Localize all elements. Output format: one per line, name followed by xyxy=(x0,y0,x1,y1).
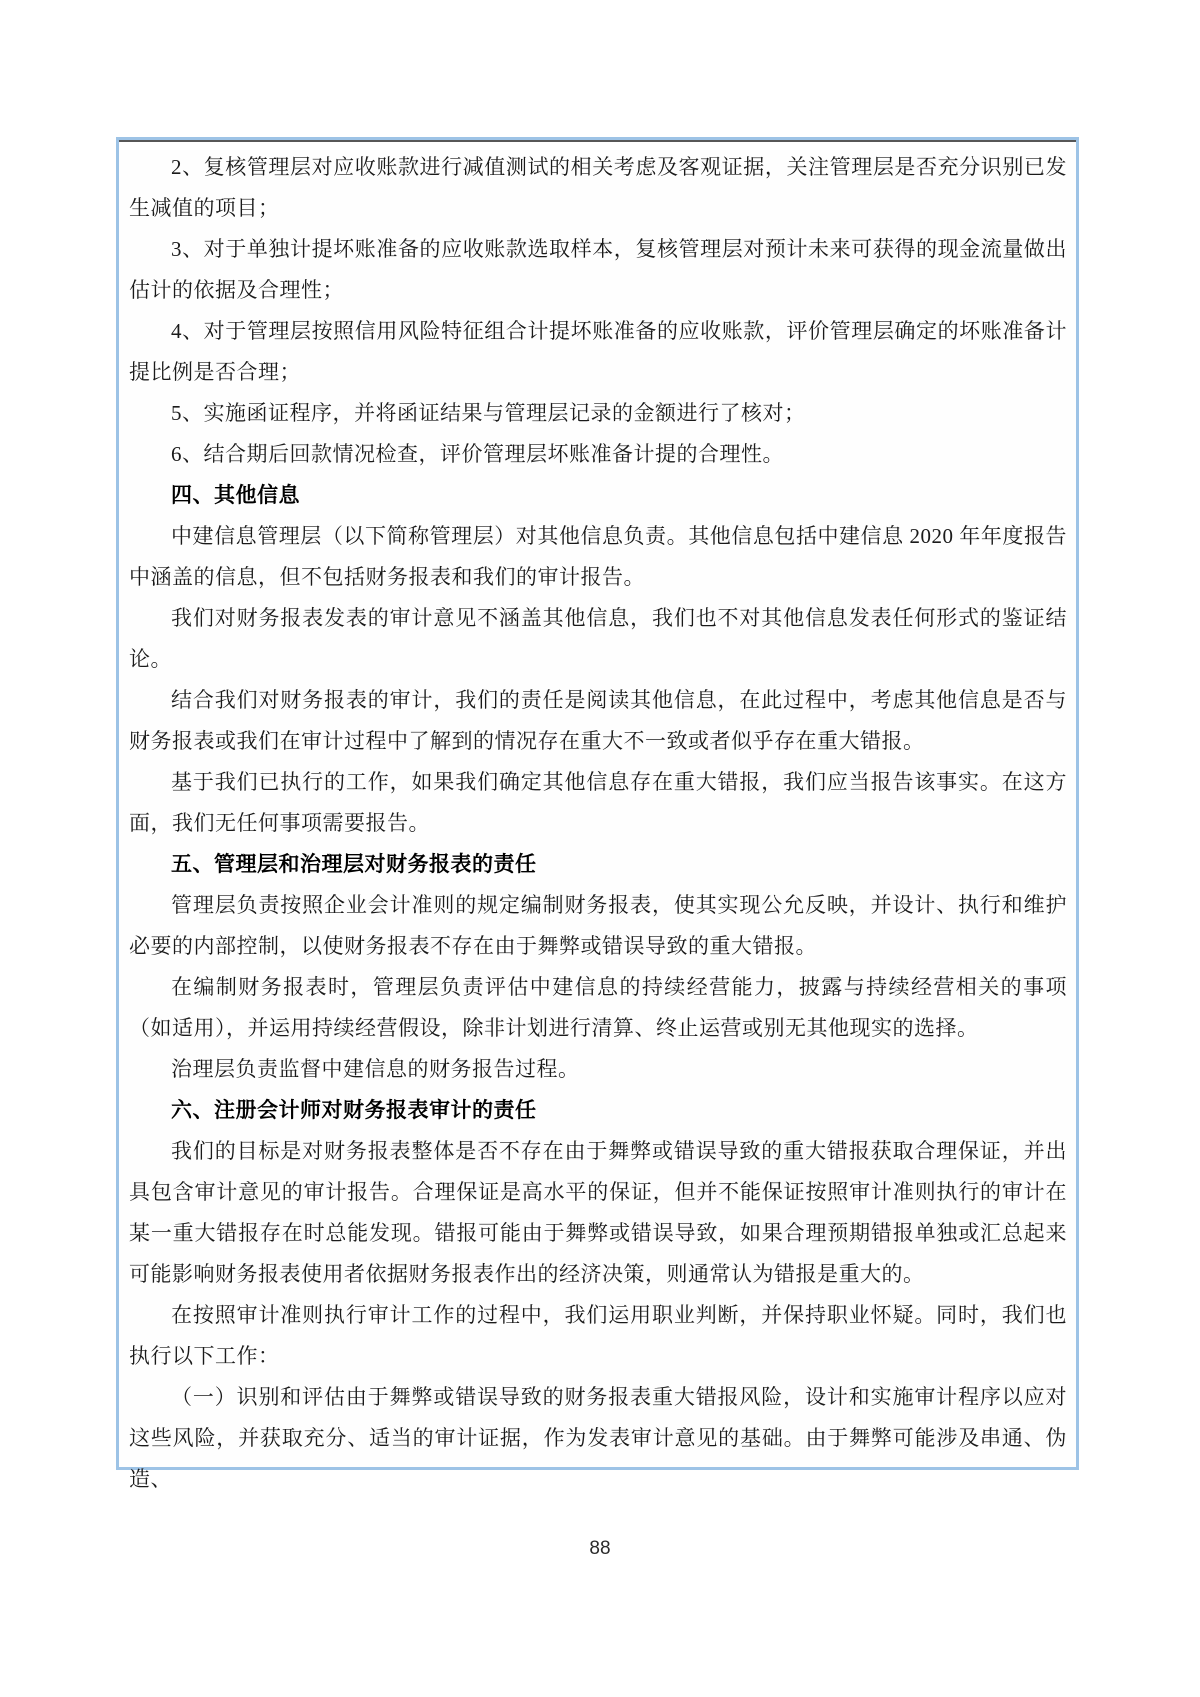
paragraph: （一）识别和评估由于舞弊或错误导致的财务报表重大错报风险，设计和实施审计程序以应对这些风险，并获取充分、适当的审计证据，作为发表审计意见的基础。由于舞弊可能涉及串通、伪造、 xyxy=(129,1385,1067,1491)
document-body xyxy=(129,147,1067,1500)
section-heading: 六、注册会计师对财务报表审计的责任 xyxy=(171,1098,537,1122)
paragraph: 4、对于管理层按照信用风险特征组合计提坏账准备的应收账款，评价管理层确定的坏账准备计提比例是否合理； xyxy=(129,319,1067,384)
section-heading: 四、其他信息 xyxy=(171,483,300,507)
paragraph: 在按照审计准则执行审计工作的过程中，我们运用职业判断，并保持职业怀疑。同时，我们也执行以下工作： xyxy=(129,1303,1067,1368)
paragraph: 3、对于单独计提坏账准备的应收账款选取样本，复核管理层对预计未来可获得的现金流量做出估计的依据及合理性； xyxy=(129,237,1067,302)
paragraph: 治理层负责监督中建信息的财务报告过程。 xyxy=(171,1057,580,1081)
paragraph: 中建信息管理层（以下简称管理层）对其他信息负责。其他信息包括中建信息 2020 年年度报告中涵盖的信息，但不包括财务报表和我们的审计报告。 xyxy=(129,524,1067,589)
paragraph: 5、实施函证程序，并将函证结果与管理层记录的金额进行了核对； xyxy=(171,401,806,425)
paragraph: 结合我们对财务报表的审计，我们的责任是阅读其他信息，在此过程中，考虑其他信息是否与财务报表或我们在审计过程中了解到的情况存在重大不一致或者似乎存在重大错报。 xyxy=(129,688,1067,753)
paragraph: 管理层负责按照企业会计准则的规定编制财务报表，使其实现公允反映，并设计、执行和维护必要的内部控制，以使财务报表不存在由于舞弊或错误导致的重大错报。 xyxy=(129,893,1067,958)
paragraph: 2、复核管理层对应收账款进行减值测试的相关考虑及客观证据，关注管理层是否充分识别已发生减值的项目； xyxy=(129,155,1067,220)
paragraph: 6、结合期后回款情况检查，评价管理层坏账准备计提的合理性。 xyxy=(171,442,784,466)
page-number: 88 xyxy=(589,1538,611,1559)
paragraph: 我们对财务报表发表的审计意见不涵盖其他信息，我们也不对其他信息发表任何形式的鉴证结论。 xyxy=(129,606,1067,671)
paragraph: 在编制财务报表时，管理层负责评估中建信息的持续经营能力，披露与持续经营相关的事项（如适用），并运用持续经营假设，除非计划进行清算、终止运营或别无其他现实的选择。 xyxy=(129,975,1067,1040)
paragraph: 基于我们已执行的工作，如果我们确定其他信息存在重大错报，我们应当报告该事实。在这方面，我们无任何事项需要报告。 xyxy=(129,770,1067,835)
report-text-box xyxy=(116,137,1079,1491)
paragraph: 我们的目标是对财务报表整体是否不存在由于舞弊或错误导致的重大错报获取合理保证，并出具包含审计意见的审计报告。合理保证是高水平的保证，但并不能保证按照审计准则执行的审计在某一重大错报存在时总能发现。错报可能由于舞弊或错误导致，如果合理预期错报单独或汇总起来可能影响财务报表使用者依据财务报表作出的经济决策，则通常认为错报是重大的。 xyxy=(129,1139,1067,1286)
section-heading: 五、管理层和治理层对财务报表的责任 xyxy=(171,852,537,876)
